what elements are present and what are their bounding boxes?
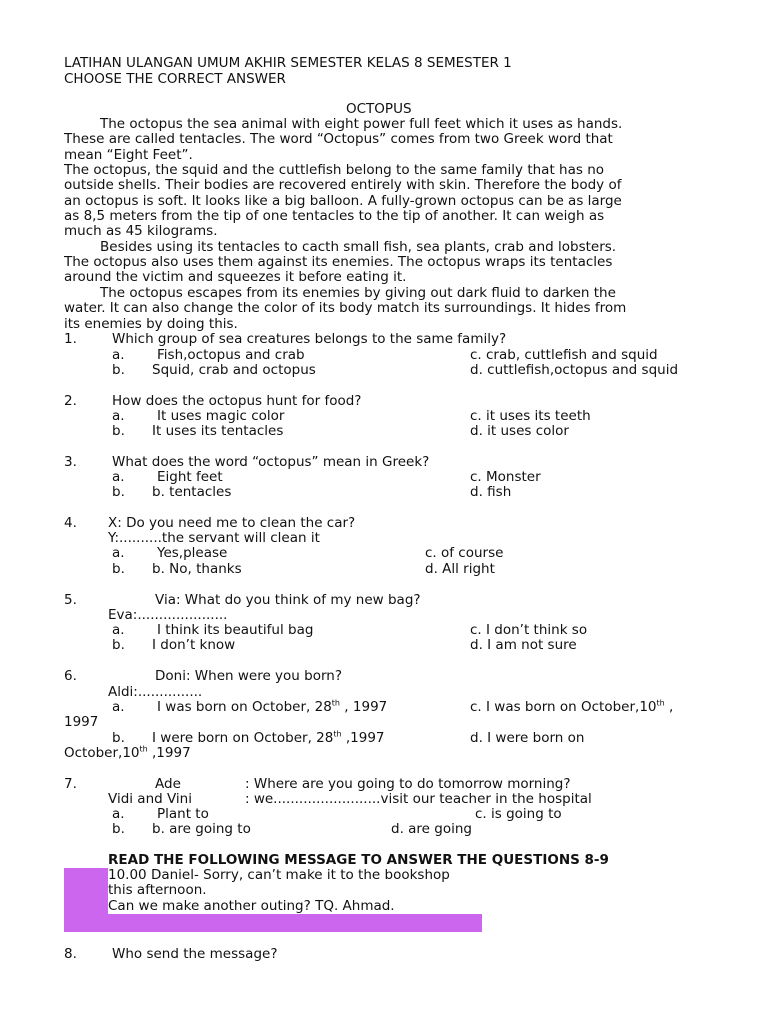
option-letter: b.: [112, 821, 125, 837]
option-c-continuation: 1997: [64, 714, 99, 730]
passage-line: an octopus is soft. It looks like a big balloon. A fully-grown octopus can be as large: [64, 193, 622, 209]
message-line: 10.00 Daniel- Sorry, can’t make it to the bookshop: [108, 867, 450, 883]
passage-line: water. It can also change the color of its body match its surroundings. It hides from: [64, 300, 627, 316]
option-letter: a.: [112, 347, 125, 363]
option-a: It uses magic color: [157, 408, 285, 424]
option-letter: b.: [112, 561, 125, 577]
option-b: b. tentacles: [152, 484, 232, 500]
option-letter: b.: [112, 484, 125, 500]
option-d: d. I am not sure: [470, 637, 577, 653]
passage-line: as 8,5 meters from the tip of one tentacles to the tip of another. It can weigh as: [64, 208, 605, 224]
option-c: c. I don’t think so: [470, 622, 588, 638]
passage-line: The octopus, the squid and the cuttlefish belong to the same family that has no: [64, 162, 605, 178]
option-a: I was born on October, 28th , 1997: [157, 698, 388, 715]
question-number: 5.: [64, 592, 77, 608]
option-d: d. fish: [470, 484, 512, 500]
option-letter: a.: [112, 469, 125, 485]
passage-line: The octopus also uses them against its enemies. The octopus wraps its tentacles: [64, 254, 613, 270]
passage-line: its enemies by doing this.: [64, 316, 238, 332]
dialogue-line: Y:..........the servant will clean it: [108, 530, 320, 546]
passage-line: These are called tentacles. The word “Octopus” comes from two Greek word that: [64, 131, 613, 147]
question-number: 2.: [64, 393, 77, 409]
dialogue-line: Eva:.....................: [108, 607, 228, 623]
instruction-heading: CHOOSE THE CORRECT ANSWER: [64, 71, 286, 87]
question-number: 3.: [64, 454, 77, 470]
question-number: 8.: [64, 946, 77, 962]
option-letter: b.: [112, 637, 125, 653]
speaker-name: Vidi and Vini: [108, 791, 192, 807]
question-text: Doni: When were you born?: [155, 668, 343, 684]
question-text: Who send the message?: [112, 946, 278, 962]
option-letter: b.: [112, 423, 125, 439]
passage-line: Besides using its tentacles to cacth small fish, sea plants, crab and lobsters.: [100, 239, 617, 255]
option-letter: a.: [112, 699, 125, 715]
dialogue-line: Aldi:...............: [108, 684, 203, 700]
option-d: d. are going: [391, 821, 472, 837]
worksheet-title: LATIHAN ULANGAN UMUM AKHIR SEMESTER KELAS 8 SEMESTER 1: [64, 55, 512, 71]
passage-line: The octopus escapes from its enemies by giving out dark fluid to darken the: [100, 285, 616, 301]
option-c: c. of course: [425, 545, 504, 561]
option-letter: a.: [112, 806, 125, 822]
passage-line: The octopus the sea animal with eight power full feet which it uses as hands.: [100, 116, 623, 132]
option-letter: b.: [112, 730, 125, 746]
option-c: c. it uses its teeth: [470, 408, 591, 424]
message-line: Can we make another outing? TQ. Ahmad.: [108, 898, 395, 914]
option-letter: a.: [112, 408, 125, 424]
option-b: Squid, crab and octopus: [152, 362, 316, 378]
option-b: I were born on October, 28th ,1997: [152, 729, 385, 746]
option-b: b. No, thanks: [152, 561, 242, 577]
question-number: 7.: [64, 776, 77, 792]
section-heading: READ THE FOLLOWING MESSAGE TO ANSWER THE QUESTIONS 8-9: [108, 852, 609, 868]
passage-line: around the victim and squeezes it before eating it.: [64, 269, 407, 285]
question-number: 1.: [64, 331, 77, 347]
speaker-name: Ade: [155, 776, 181, 792]
option-a: I think its beautiful bag: [157, 622, 314, 638]
dialogue-line: : we.........................visit our teacher in the hospital: [245, 791, 592, 807]
message-line: this afternoon.: [108, 882, 207, 898]
option-a: Eight feet: [157, 469, 223, 485]
option-letter: b.: [112, 362, 125, 378]
option-a: Plant to: [157, 806, 209, 822]
option-d-continuation: October,10th ,1997: [64, 744, 191, 761]
question-text: Which group of sea creatures belongs to the same family?: [112, 331, 507, 347]
option-d: d. All right: [425, 561, 495, 577]
option-letter: a.: [112, 545, 125, 561]
passage-line: mean “Eight Feet”.: [64, 147, 193, 163]
option-b: It uses its tentacles: [152, 423, 284, 439]
option-b: b. are going to: [152, 821, 251, 837]
option-d: d. it uses color: [470, 423, 569, 439]
passage-title: OCTOPUS: [346, 101, 412, 117]
option-letter: a.: [112, 622, 125, 638]
option-c: c. is going to: [475, 806, 562, 822]
option-d: d. cuttlefish,octopus and squid: [470, 362, 679, 378]
question-number: 6.: [64, 668, 77, 684]
option-a: Yes,please: [157, 545, 228, 561]
question-number: 4.: [64, 515, 77, 531]
question-text: How does the octopus hunt for food?: [112, 393, 362, 409]
option-c: c. I was born on October,10th ,: [470, 698, 674, 715]
option-c: c. crab, cuttlefish and squid: [470, 347, 658, 363]
option-c: c. Monster: [470, 469, 541, 485]
passage-line: outside shells. Their bodies are recovered entirely with skin. Therefore the body of: [64, 177, 622, 193]
option-d: d. I were born on: [470, 730, 585, 746]
dialogue-line: : Where are you going to do tomorrow morning?: [245, 776, 571, 792]
question-text: X: Do you need me to clean the car?: [108, 515, 356, 531]
message-highlight: [64, 914, 482, 932]
question-text: Via: What do you think of my new bag?: [155, 592, 421, 608]
passage-line: much as 45 kilograms.: [64, 223, 218, 239]
option-b: I don’t know: [152, 637, 236, 653]
question-text: What does the word “octopus” mean in Greek?: [112, 454, 430, 470]
option-a: Fish,octopus and crab: [157, 347, 305, 363]
